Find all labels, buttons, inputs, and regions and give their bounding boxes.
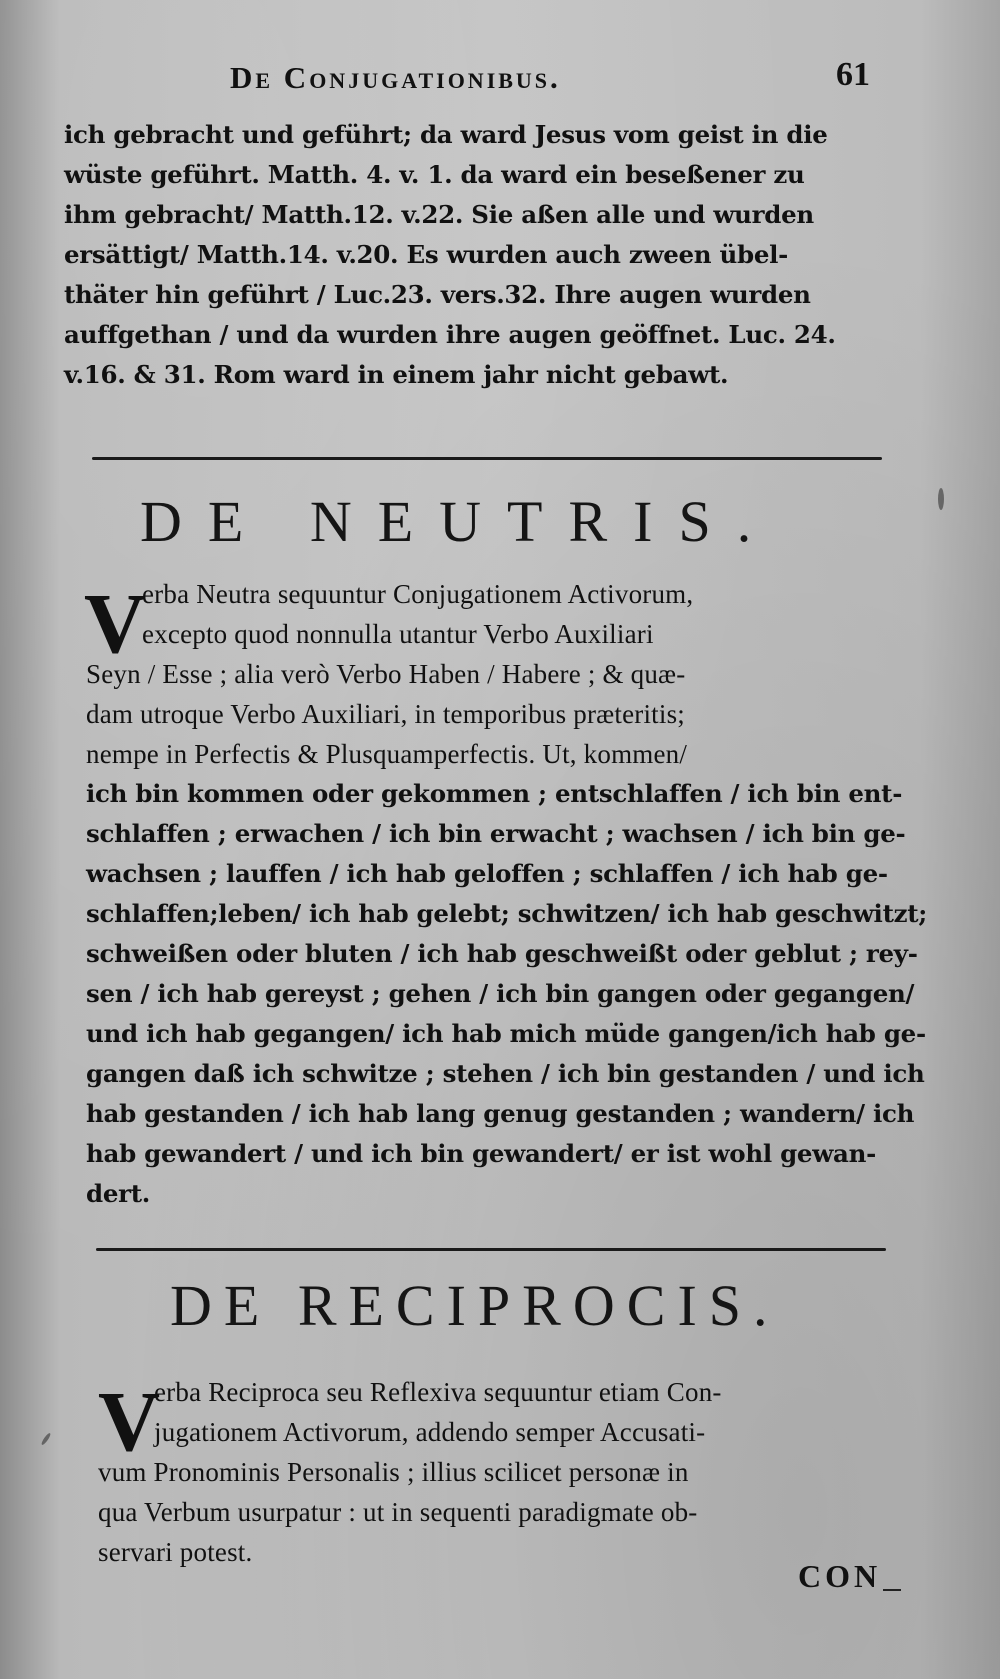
page-number: 61 <box>836 56 870 93</box>
text-line: dert. <box>86 1179 150 1208</box>
text-line: ersättigt/ Matth.14. v.20. Es wurden auch zween übel- <box>64 240 789 269</box>
section-divider <box>96 1248 886 1251</box>
text-line: wüste geführt. Matth. 4. v. 1. da ward ein beseßener zu <box>64 160 805 189</box>
ink-smudge <box>938 488 944 510</box>
text-line: ich bin kommen oder gekommen ; entschlaffen / ich bin ent- <box>86 779 903 808</box>
text-line: ihm gebracht/ Matth.12. v.22. Sie aßen alle und wurden <box>64 200 814 229</box>
text-line: auffgethan / und da wurden ihre augen geöffnet. Luc. 24. <box>64 320 836 349</box>
text-line: servari potest. <box>98 1537 253 1567</box>
catchword: CON <box>798 1558 901 1595</box>
drop-cap: V <box>98 1373 161 1469</box>
text-line: schlaffen ; erwachen / ich bin erwacht ; wachsen / ich bin ge- <box>86 819 906 848</box>
text-line: nempe in Perfectis & Plusquamperfectis. Ut, kommen/ <box>86 739 688 769</box>
text-line: vum Pronominis Personalis ; illius scilicet personæ in <box>98 1457 689 1487</box>
text-line: hab gewandert / und ich bin gewandert/ er ist wohl gewan- <box>86 1139 876 1168</box>
text-line: schlaffen;leben/ ich hab gelebt; schwitzen/ ich hab geschwitzt; <box>86 899 927 928</box>
text-line: v.16. & 31. Rom ward in einem jahr nicht gebawt. <box>64 360 729 389</box>
section-title-reciprocis: DE RECIPROCIS. <box>170 1273 780 1338</box>
text-line: qua Verbum usurpatur : ut in sequenti paradigmate ob- <box>98 1497 698 1527</box>
text-line: wachsen ; lauffen / ich hab geloffen ; schlaffen / ich hab ge- <box>86 859 888 888</box>
text-line: Seyn / Esse ; alia verò Verbo Haben / Habere ; & quæ- <box>86 659 686 689</box>
text-line: hab gestanden / ich hab lang genug gestanden ; wandern/ ich <box>86 1099 915 1128</box>
reciprocis-paragraph <box>98 1372 958 1572</box>
drop-cap: V <box>84 575 147 671</box>
continued-paragraph <box>64 115 924 395</box>
text-line: jugationem Activorum, addendo semper Accusati- <box>154 1417 706 1447</box>
section-title-neutris: DE NEUTRIS. <box>140 489 778 554</box>
text-line: erba Reciproca seu Reflexiva sequuntur etiam Con- <box>154 1377 722 1407</box>
text-line: erba Neutra sequuntur Conjugationem Activorum, <box>142 579 694 609</box>
ink-smudge <box>40 1432 51 1446</box>
section-divider <box>92 457 882 460</box>
running-head: De Conjugationibus. <box>230 60 561 95</box>
text-line: und ich hab gegangen/ ich hab mich müde gangen/ich hab ge- <box>86 1019 926 1048</box>
text-line: ich gebracht und geführt; da ward Jesus vom geist in die <box>64 120 828 149</box>
text-line: thäter hin geführt / Luc.23. vers.32. Ihre augen wurden <box>64 280 811 309</box>
text-line: excepto quod nonnulla utantur Verbo Auxiliari <box>142 619 654 649</box>
neutris-paragraph <box>86 574 946 1214</box>
text-line: gangen daß ich schwitze ; stehen / ich bin gestanden / und ich <box>86 1059 925 1088</box>
text-line: schweißen oder bluten / ich hab geschweißt oder geblut ; rey- <box>86 939 918 968</box>
text-line: dam utroque Verbo Auxiliari, in temporibus præteritis; <box>86 699 685 729</box>
text-line: sen / ich hab gereyst ; gehen / ich bin gangen oder gegangen/ <box>86 979 915 1008</box>
